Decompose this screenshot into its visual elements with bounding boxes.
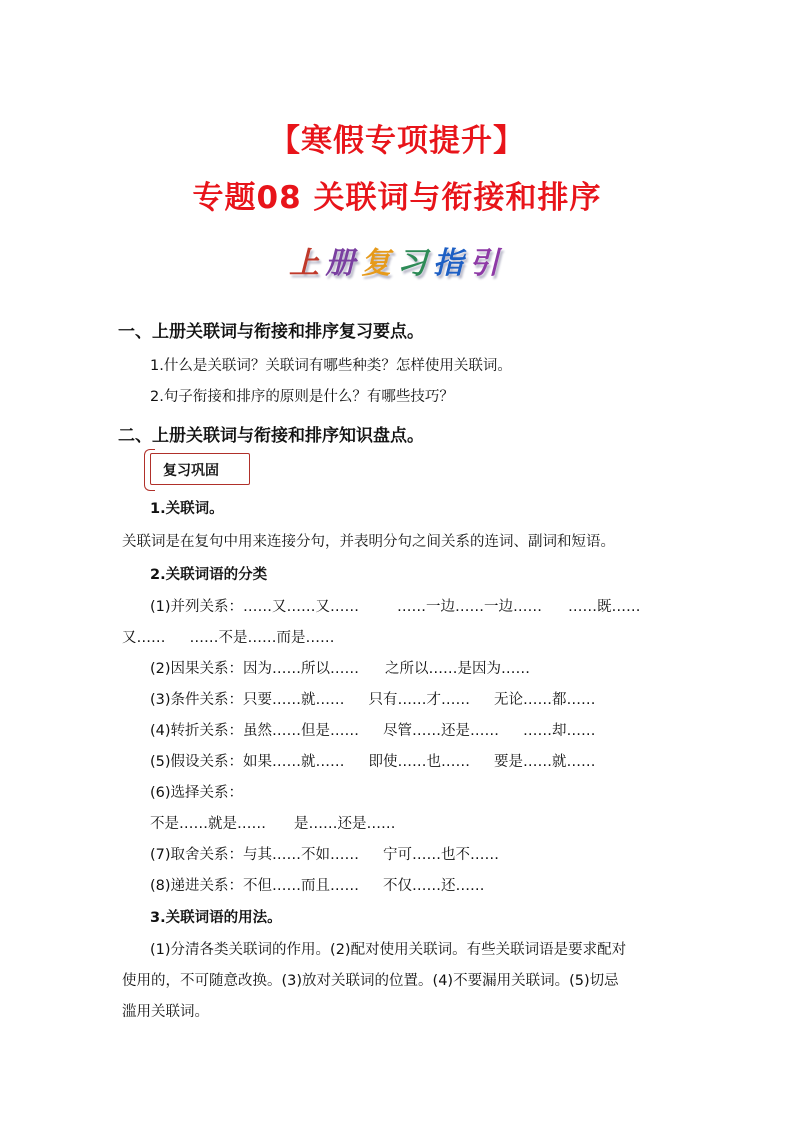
section1-item: 1.什么是关联词？关联词有哪些种类？怎样使用关联词。 (150, 358, 512, 374)
category-line: 不是……就是…… 是……还是…… (150, 816, 396, 832)
p3-text: 使用的，不可随意改换。(3)放对关联词的位置。(4)不要漏用关联词。(5)切忌 (122, 973, 619, 989)
document-title-line1: 【寒假专项提升】 (269, 123, 525, 159)
section1-heading: 一、上册关联词与衔接和排序复习要点。 (118, 322, 424, 342)
guide-char: 指 (433, 246, 469, 281)
p1-title: 1.关联词。 (150, 501, 224, 517)
section2-heading: 二、上册关联词与衔接和排序知识盘点。 (118, 426, 424, 446)
category-line: (3)条件关系：只要……就…… 只有……才…… 无论……都…… (150, 692, 596, 708)
p2-title: 2.关联词语的分类 (150, 567, 268, 583)
review-guide-banner (0, 238, 794, 282)
guide-char: 习 (397, 246, 433, 281)
review-box-label: 复习巩固 (163, 463, 219, 479)
guide-char: 册 (325, 246, 361, 281)
guide-char: 上 (289, 246, 325, 281)
p3-title: 3.关联词语的用法。 (150, 910, 282, 926)
category-line: (4)转折关系：虽然……但是…… 尽管……还是…… ……却…… (150, 723, 596, 739)
review-box (150, 453, 250, 485)
category-line: (7)取舍关系：与其……不如…… 宁可……也不…… (150, 847, 500, 863)
guide-char: 引 (469, 246, 505, 281)
category-line: (1)并列关系：……又……又…… ……一边……一边…… ……既…… (150, 599, 641, 615)
category-line: (8)递进关系：不但……而且…… 不仅……还…… (150, 878, 485, 894)
p1-text: 关联词是在复句中用来连接分句，并表明分句之间关系的连词、副词和短语。 (122, 534, 615, 550)
category-line: (5)假设关系：如果……就…… 即使……也…… 要是……就…… (150, 754, 596, 770)
category-line: (2)因果关系：因为……所以…… 之所以……是因为…… (150, 661, 531, 677)
guide-char: 复 (361, 246, 397, 281)
category-line: (6)选择关系： (150, 785, 244, 801)
section1-item: 2.句子衔接和排序的原则是什么？有哪些技巧？ (150, 389, 454, 405)
document-title-line2: 专题08 关联词与衔接和排序 (192, 180, 602, 216)
p3-text: (1)分清各类关联词的作用。(2)配对使用关联词。有些关联词语是要求配对 (150, 942, 627, 958)
p3-text: 滥用关联词。 (122, 1004, 209, 1020)
category-line: 又…… ……不是……而是…… (122, 630, 335, 646)
